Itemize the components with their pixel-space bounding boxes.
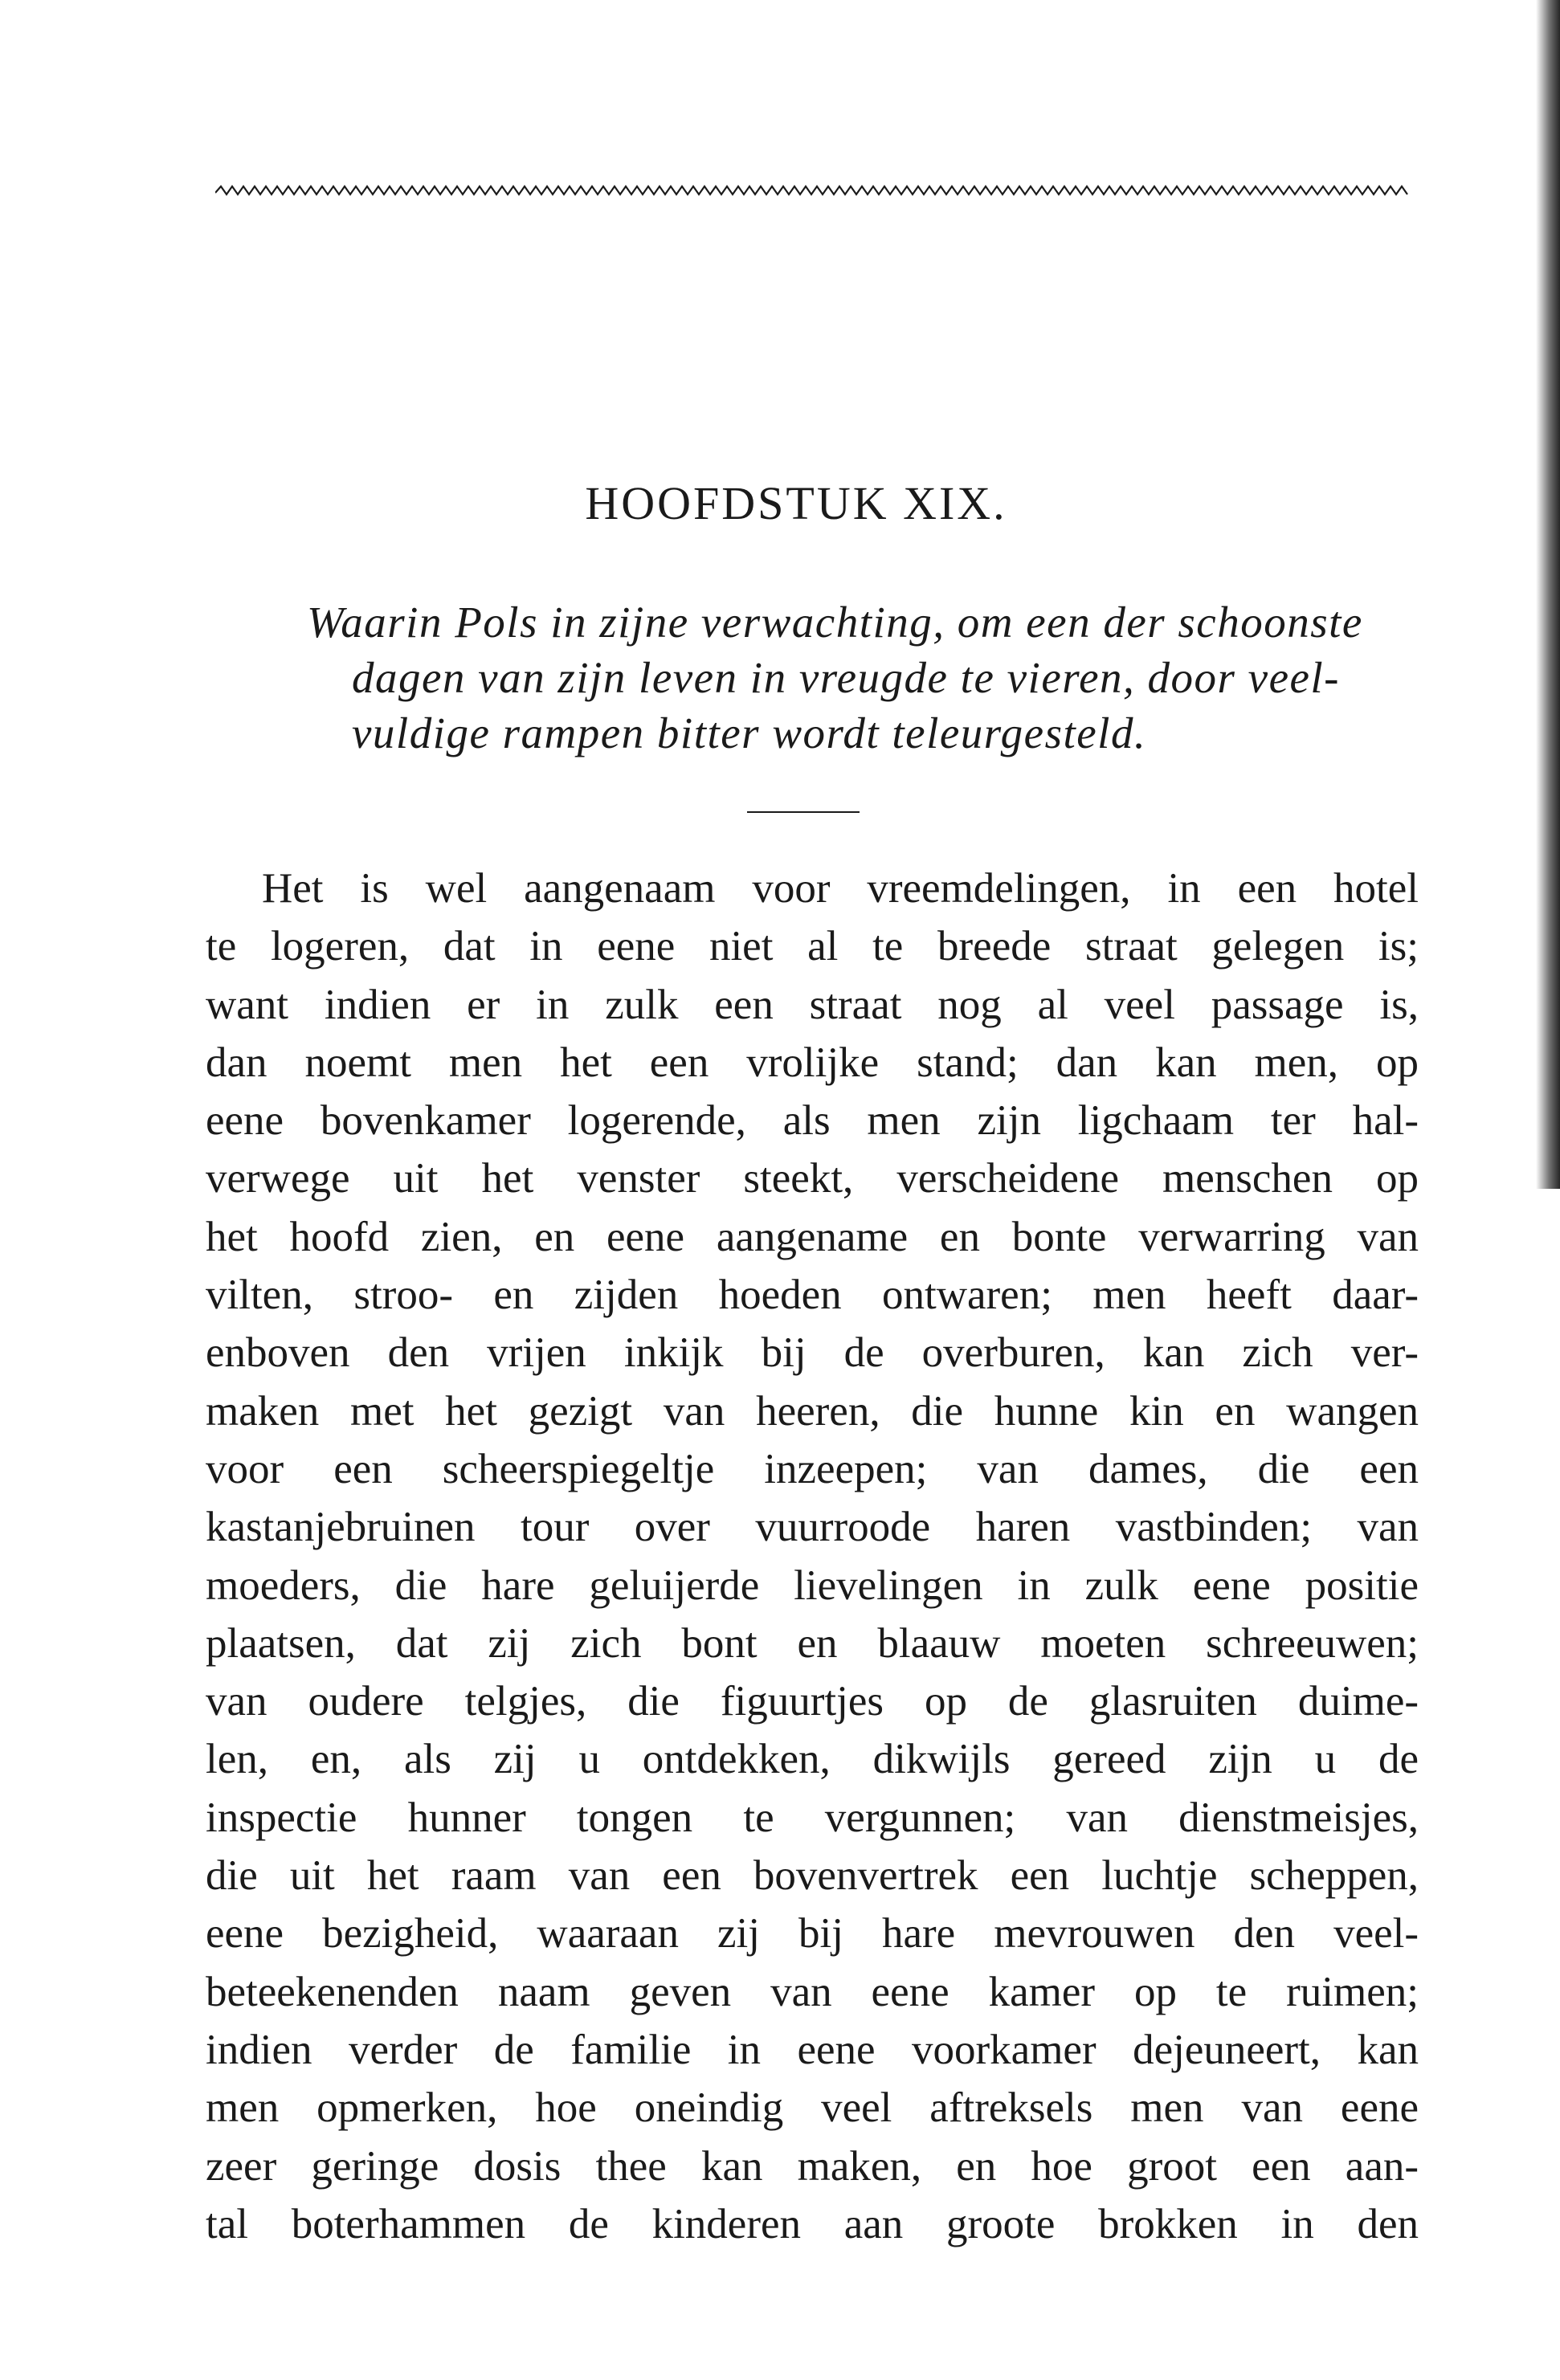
section-divider [747, 811, 860, 813]
body-line: beteekenenden naam geven van eene kamer op te ruimen; [206, 1968, 1419, 2015]
body-line: vilten, stroo- en zijden hoeden ontwaren; men heeft daar- [206, 1272, 1419, 1319]
body-line: indien verder de familie in eene voorkamer dejeuneert, kan [206, 2026, 1419, 2073]
body-line: verwege uit het venster steekt, verscheidene menschen op [206, 1155, 1419, 1202]
body-line: van oudere telgjes, die figuurtjes op de glasruiten duime- [206, 1678, 1419, 1725]
summary-line: vuldige rampen bitter wordt teleurgesteld. [352, 708, 1147, 757]
summary-line: dagen van zijn leven in vreugde te vieren, door veel- [352, 653, 1340, 702]
body-line: plaatsen, dat zij zich bont en blaauw moeten schreeuwen; [206, 1619, 1419, 1667]
body-line: Het is wel aangenaam voor vreemdelingen, in een hotel [262, 865, 1419, 912]
body-line: maken met het gezigt van heeren, die hunne kin en wangen [206, 1387, 1419, 1435]
body-line: inspectie hunner tongen te vergunnen; van dienstmeisjes, [206, 1794, 1419, 1841]
chapter-summary [307, 594, 1423, 761]
body-line: het hoofd zien, en eene aangename en bonte verwarring van [206, 1213, 1419, 1260]
wavy-ornament-rule [215, 183, 1412, 202]
body-line: eene bezigheid, waaraan zij bij hare mevrouwen den veel- [206, 1910, 1419, 1957]
body-line: len, en, als zij u ontdekken, dikwijls gereed zijn u de [206, 1736, 1419, 1783]
body-line: tal boterhammen de kinderen aan groote brokken in den [206, 2200, 1419, 2247]
body-line: voor een scheerspiegeltje inzeepen; van dames, die een [206, 1445, 1419, 1492]
body-line: eene bovenkamer logerende, als men zijn ligchaam ter hal- [206, 1097, 1419, 1145]
body-line: te logeren, dat in eene niet al te breede straat gelegen is; [206, 923, 1419, 970]
body-line: moeders, die hare geluijerde lievelingen in zulk eene positie [206, 1561, 1419, 1609]
summary-line: Waarin Pols in zijne verwachting, om een der schoonste [307, 598, 1363, 647]
page-edge-shadow [1536, 0, 1560, 1189]
body-paragraph [206, 859, 1419, 2253]
body-line: zeer geringe dosis thee kan maken, en hoe groot een aan- [206, 2142, 1419, 2190]
body-line: men opmerken, hoe oneindig veel aftreksels men van eene [206, 2084, 1419, 2132]
body-line: enboven den vrijen inkijk bij de overburen, kan zich ver- [206, 1329, 1419, 1377]
body-line: dan noemt men het een vrolijke stand; dan kan men, op [206, 1039, 1419, 1086]
body-line: kastanjebruinen tour over vuurroode haren vastbinden; van [206, 1504, 1419, 1551]
chapter-title: HOOFDSTUK XIX. [585, 477, 1007, 529]
body-line: want indien er in zulk een straat nog al veel passage is, [206, 981, 1419, 1028]
body-line: die uit het raam van een bovenvertrek een luchtje scheppen, [206, 1852, 1419, 1900]
